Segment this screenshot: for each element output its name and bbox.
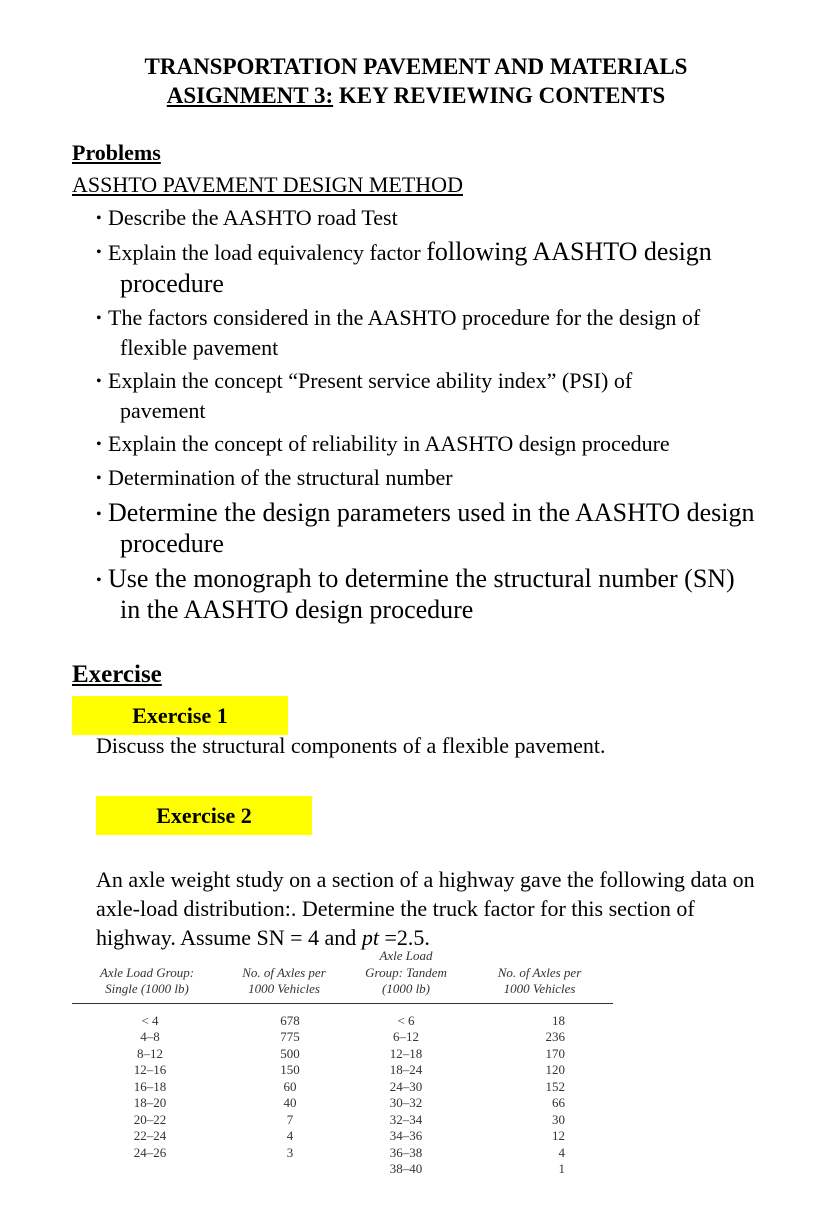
list-item-text: Determine the design parameters used in the AASHTO design bbox=[108, 498, 755, 527]
list-item-text-continued: in the AASHTO design procedure bbox=[120, 595, 474, 624]
table-cell: < 6 bbox=[397, 1012, 415, 1028]
list-item bbox=[96, 497, 796, 559]
table-cell: 30–32 bbox=[389, 1095, 423, 1110]
exercise-1-label: Exercise 1 bbox=[72, 696, 288, 735]
table-header-cell: No. of Axles per 1000 Vehicles bbox=[222, 948, 346, 1003]
assignment-label: ASIGNMENT 3: bbox=[166, 83, 334, 108]
exercise-2-text: An axle weight study on a section of a highway gave the following data on axle-load distribution:. Determine the truck factor for this section of highway. Assume SN = 4 and pt =2.5. bbox=[96, 867, 755, 950]
table-cell: 3 bbox=[286, 1144, 294, 1160]
method-heading: ASSHTO PAVEMENT DESIGN METHOD bbox=[72, 172, 463, 197]
table-cell: 12–16 bbox=[133, 1062, 167, 1077]
list-item bbox=[96, 303, 796, 363]
bullet-icon: • bbox=[96, 470, 102, 487]
table-cell bbox=[72, 1161, 222, 1178]
exercise-2-label: Exercise 2 bbox=[96, 796, 312, 835]
list-item bbox=[96, 563, 796, 625]
table-cell: 4 bbox=[286, 1128, 294, 1143]
table-cell: 678 bbox=[280, 1012, 300, 1028]
table-cell: 152 bbox=[545, 1078, 565, 1094]
table-cell: 18 bbox=[552, 1012, 565, 1028]
table-cell: 500 bbox=[280, 1045, 300, 1061]
bullet-icon: • bbox=[96, 436, 102, 453]
table-cell: 18–20 bbox=[133, 1095, 167, 1110]
table-cell: 16–18 bbox=[133, 1078, 167, 1094]
table-body bbox=[72, 1003, 613, 1178]
list-item bbox=[96, 463, 796, 493]
list-item bbox=[96, 236, 796, 299]
table-row bbox=[72, 1128, 613, 1145]
table-cell: 150 bbox=[280, 1062, 300, 1077]
table-cell: < 4 bbox=[141, 1012, 159, 1028]
table-row bbox=[72, 1145, 613, 1162]
problems-heading: Problems bbox=[72, 140, 161, 165]
table-row bbox=[72, 1079, 613, 1096]
table-cell: 34–36 bbox=[389, 1128, 423, 1143]
list-item-text-continued: procedure bbox=[120, 529, 224, 558]
list-item bbox=[96, 366, 796, 426]
table-cell: 24–30 bbox=[389, 1078, 423, 1094]
exercise-1-text: Discuss the structural components of a flexible pavement. bbox=[96, 733, 606, 758]
table-cell: 4 bbox=[558, 1144, 565, 1160]
problems-list bbox=[96, 203, 796, 625]
table-cell: 12 bbox=[552, 1128, 565, 1143]
table-cell: 40 bbox=[283, 1095, 297, 1110]
table-cell: 22–24 bbox=[133, 1128, 167, 1143]
table-cell: 236 bbox=[545, 1029, 565, 1044]
table-cell: 6–12 bbox=[393, 1029, 419, 1044]
list-item-text: Describe the AASHTO road Test bbox=[108, 205, 398, 230]
list-item-text: Explain the concept of reliability in AASHTO design procedure bbox=[108, 431, 670, 456]
table-row bbox=[72, 1095, 613, 1112]
table-row bbox=[72, 1161, 613, 1178]
table-cell: 20–22 bbox=[133, 1111, 167, 1127]
table-cell: 60 bbox=[283, 1078, 297, 1094]
table-row bbox=[72, 1029, 613, 1046]
table-row bbox=[72, 1003, 613, 1029]
table-cell: 36–38 bbox=[389, 1144, 423, 1160]
table-cell: 38–40 bbox=[389, 1161, 423, 1176]
title-line-2 bbox=[0, 81, 828, 110]
table-cell: 8–12 bbox=[137, 1045, 163, 1061]
bullet-icon: • bbox=[96, 506, 102, 523]
table-header-cell: Axle Load Group: Tandem (1000 lb) bbox=[346, 948, 466, 1003]
list-item-text: Determination of the structural number bbox=[108, 465, 453, 490]
axle-load-table bbox=[72, 948, 613, 1178]
assignment-subtitle: KEY REVIEWING CONTENTS bbox=[333, 83, 666, 108]
list-item-text: Use the monograph to determine the structural number (SN) bbox=[108, 564, 735, 593]
exercise-heading: Exercise bbox=[72, 661, 162, 688]
table-cell: 4–8 bbox=[140, 1029, 160, 1044]
pt-variable: pt bbox=[361, 925, 379, 950]
title-line-1: TRANSPORTATION PAVEMENT AND MATERIALS bbox=[144, 54, 688, 79]
list-item-text-continued: pavement bbox=[120, 398, 206, 423]
table-row bbox=[72, 1112, 613, 1129]
list-item-text: The factors considered in the AASHTO procedure for the design of bbox=[108, 305, 701, 330]
table-cell: 12–18 bbox=[389, 1045, 423, 1061]
list-item bbox=[96, 429, 796, 459]
table-cell: 120 bbox=[545, 1062, 565, 1077]
table-cell: 1 bbox=[558, 1161, 565, 1176]
list-item bbox=[96, 203, 796, 232]
table-row bbox=[72, 1046, 613, 1063]
table-cell bbox=[222, 1161, 346, 1178]
table-cell: 66 bbox=[552, 1095, 565, 1110]
bullet-icon: • bbox=[96, 310, 102, 327]
table-header-cell: No. of Axles per 1000 Vehicles bbox=[466, 948, 613, 1003]
table-cell: 18–24 bbox=[389, 1062, 423, 1077]
table-cell: 775 bbox=[280, 1029, 300, 1044]
table-cell: 24–26 bbox=[133, 1144, 167, 1160]
table-row bbox=[72, 1062, 613, 1079]
list-item-text: Explain the load equivalency factor following AASHTO design bbox=[108, 237, 712, 266]
table-cell: 7 bbox=[286, 1111, 294, 1127]
list-item-text-continued: flexible pavement bbox=[120, 335, 279, 360]
list-item-text: Explain the concept “Present service ability index” (PSI) of bbox=[108, 368, 633, 393]
table-header-cell: Axle Load Group: Single (1000 lb) bbox=[72, 948, 222, 1003]
bullet-icon: • bbox=[96, 373, 102, 390]
list-item-text-continued: procedure bbox=[120, 269, 224, 298]
table-cell: 30 bbox=[552, 1111, 565, 1127]
bullet-icon: • bbox=[96, 244, 102, 261]
document-title bbox=[0, 52, 828, 110]
table-cell: 170 bbox=[545, 1045, 565, 1061]
table-cell: 32–34 bbox=[389, 1111, 423, 1127]
bullet-icon: • bbox=[96, 210, 102, 227]
table-header-row bbox=[72, 948, 613, 1003]
bullet-icon: • bbox=[96, 572, 102, 589]
